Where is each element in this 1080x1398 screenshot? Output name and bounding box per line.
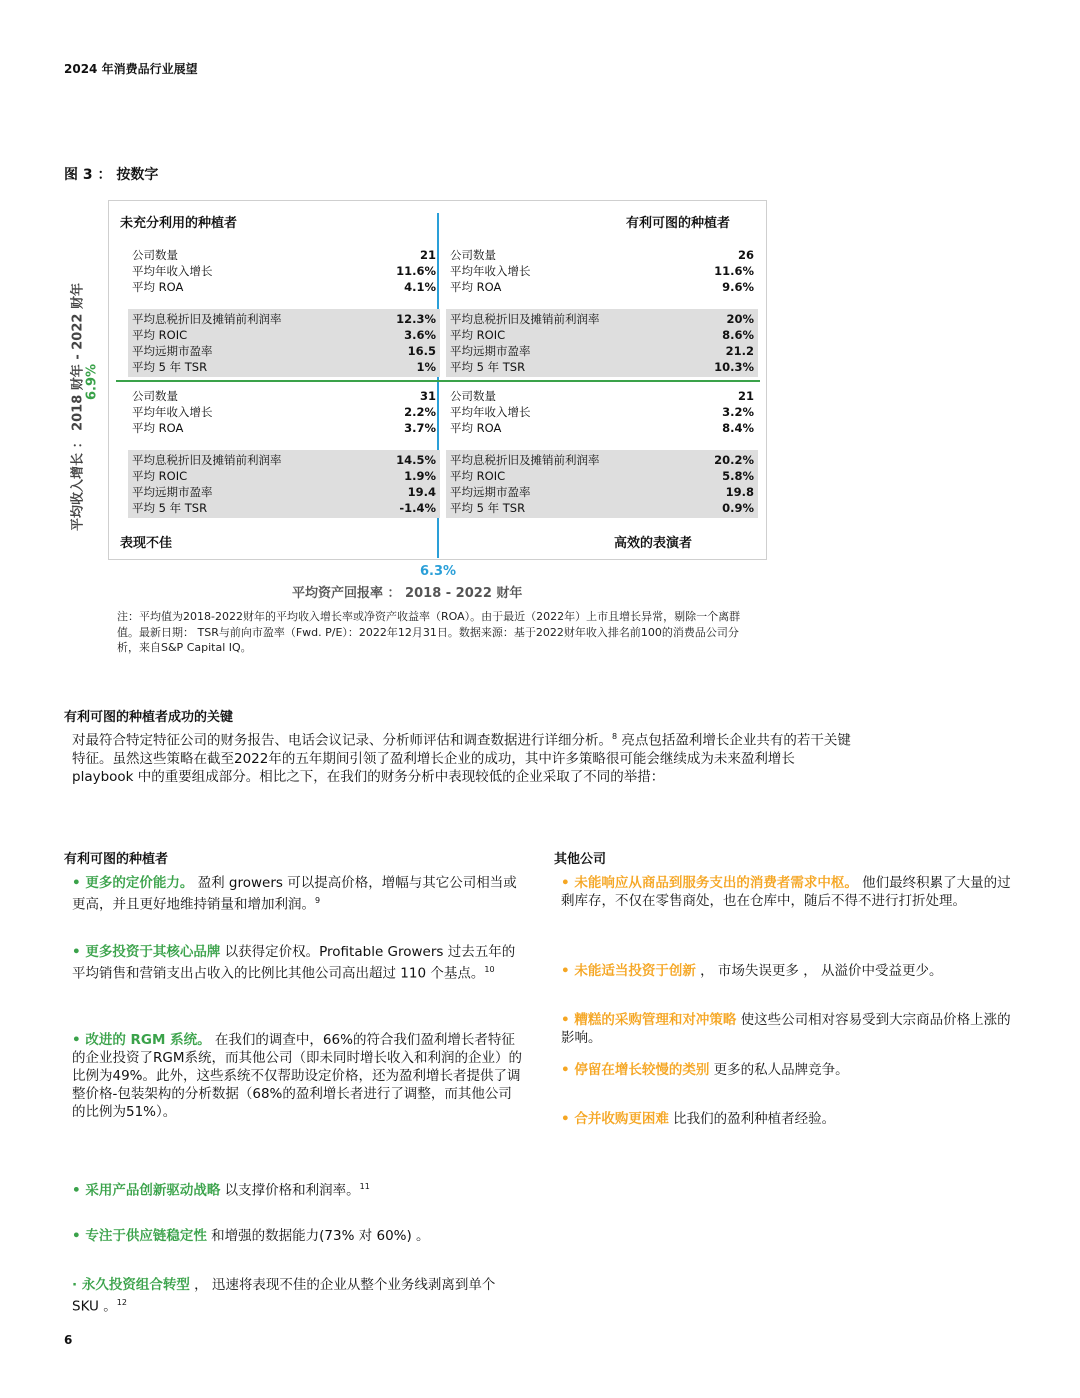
y-axis-value: 6.9% xyxy=(84,363,100,401)
left-item-1: • 更多的定价能力。 盈利 growers 可以提高价格，增幅与其它公司相当或更高，并且更好地维持销量和增加利润。$^9$ xyxy=(72,875,517,913)
quadrant-tr-basic: 公司数量 26 平均年收入增长 11.6% 平均 ROA 9.6% xyxy=(450,248,754,294)
quadrant-br-basic: 公司数量 21 平均年收入增长 3.2% 平均 ROA 8.4% xyxy=(450,389,754,435)
keys-section-title: 有利可图的种植者成功的关键 xyxy=(64,710,234,725)
quadrant-tr-metrics: 平均息税折旧及摊销前利润率 20% 平均 ROIC 8.6% 平均远期市盈率 21.2 平均 5 年 TSR 10.3% xyxy=(446,309,758,377)
keys-body: 对最符合特定特征公司的财务报告、电话会议记录、分析师评估和调查数据进行详细分析。$^8$ 亮点包括盈利增长企业共有的若干关键特征。虽然这些策略在截至2022年的五年期间引领了盈利增长企业的成功，其中许多策略很可能会继续成为未来盈利增长 playbook 中的重要组成部分。相比之下，在我们的财务分析中表现较低的企业采取了不同的举措： xyxy=(72,732,851,785)
y-axis-label: 平均收入增长 ： 2018 财年 - 2022 财年 xyxy=(70,283,86,531)
left-item-5: • 专注于供应链稳定性 和增强的数据能力(73% 对 60%) 。 xyxy=(72,1228,430,1244)
right-column-title: 其他公司 xyxy=(554,852,607,867)
quadrant-title-underperformers: 表现不佳 xyxy=(120,536,173,551)
y-axis xyxy=(66,282,86,532)
quadrant-title-underutilized: 未充分利用的种植者 xyxy=(120,216,238,231)
x-axis-value: 6.3% xyxy=(420,564,457,579)
left-item-6: · 永久投资组合转型 ， 迅速将表现不佳的企业从整个业务线剥离到单个 SKU 。$^{12}$ xyxy=(72,1277,496,1315)
left-column-title: 有利可图的种植者 xyxy=(64,852,169,867)
quadrant-title-efficient-performers: 高效的表演者 xyxy=(614,536,693,551)
x-axis-label: 平均资产回报率 ： 2018 - 2022 财年 xyxy=(292,586,523,601)
right-item-5: • 合并收购更困难 比我们的盈利种植者经验。 xyxy=(561,1111,836,1127)
quadrant-tl-basic: 公司数量 21 平均年收入增长 11.6% 平均 ROA 4.1% xyxy=(132,248,436,294)
right-item-3: • 糟糕的采购管理和对冲策略 使这些公司相对容易受到大宗商品价格上涨的影响。 xyxy=(561,1012,1011,1046)
quadrant-tl-metrics: 平均息税折旧及摊销前利润率 12.3% 平均 ROIC 3.6% 平均远期市盈率 16.5 平均 5 年 TSR 1% xyxy=(128,309,440,377)
page-number: 6 xyxy=(64,1333,73,1347)
right-item-2: • 未能适当投资于创新 ， 市场失误更多 ， 从溢价中受益更少。 xyxy=(561,963,943,979)
figure-note: 注：平均值为2018-2022财年的平均收入增长率或净资产收益率（ROA）。由于最近（2022年）上市且增长异常，剔除一个离群值。最新日期： TSR与前向市盈率（Fwd. P/E）：2022年12月31日。数据来源：基于2022财年收入排名前100的消费品公司分析，来自S&P Capital IQ。 xyxy=(117,610,741,654)
right-item-4: • 停留在增长较慢的类别 更多的私人品牌竞争。 xyxy=(561,1062,849,1078)
figure-title: 图 3 ： 按数字 xyxy=(64,167,159,183)
quadrant-br-metrics: 平均息税折旧及摊销前利润率 20.2% 平均 ROIC 5.8% 平均远期市盈率 19.8 平均 5 年 TSR 0.9% xyxy=(446,450,758,518)
left-item-3: • 改进的 RGM 系统。 在我们的调查中，66%的符合我们盈利增长者特征的企业投资了RGM系统，而其他公司（即未同时增长收入和利润的企业）的比例为49%。此外，这些系统不仅帮助设定价格，还为盈利增长者提供了调整价格-包装架构的分析数据（68%的盈利增长者进行了调整，而其他公司的比例为51%）。 xyxy=(72,1032,522,1120)
left-item-2: • 更多投资于其核心品牌 以获得定价权。Profitable Growers 过去五年的平均销售和营销支出占收入的比例比其他公司高出超过 110 个基点。$^{10}$ xyxy=(72,944,516,982)
quadrant-bl-metrics: 平均息税折旧及摊销前利润率 14.5% 平均 ROIC 1.9% 平均远期市盈率 19.4 平均 5 年 TSR -1.4% xyxy=(128,450,440,518)
document-header: 2024 年消费品行业展望 xyxy=(64,62,198,76)
quadrant-title-profitable-growers: 有利可图的种植者 xyxy=(626,216,731,231)
quadrant-bl-basic: 公司数量 31 平均年收入增长 2.2% 平均 ROA 3.7% xyxy=(132,389,436,435)
horizontal-divider xyxy=(116,380,760,382)
left-item-4: • 采用产品创新驱动战略 以支撑价格和利润率。$^{11}$ xyxy=(72,1182,370,1199)
right-item-1: • 未能响应从商品到服务支出的消费者需求中枢。 他们最终积累了大量的过剩库存，不仅在零售商处，也在仓库中，随后不得不进行打折处理。 xyxy=(561,875,1011,909)
